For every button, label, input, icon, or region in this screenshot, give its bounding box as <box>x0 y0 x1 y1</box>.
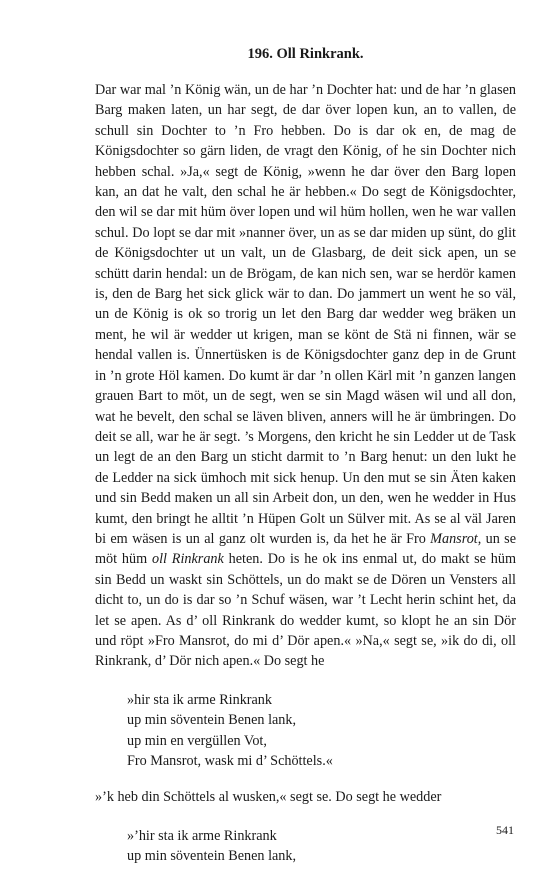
verse-line: up min söventein Benen lank, <box>127 712 297 729</box>
verse-block-2 <box>127 826 516 867</box>
paragraph-text-2: , un se möt hüm <box>95 530 516 568</box>
paragraph-text-1: Dar war mal ’n König wän, un de har ’n Dochter hat: und de har ’n glasen Barg maken laten, un har segt, de dar över lopen kun, an to vallen, de schull sin Dochter to ’n Fro hebben. Do is dar ok en, de mag de Königsdochter so gärn liden, de vragt den König, of he sin Dochter nich hebben schal. »Ja,« segt de König, »wenn he dar över den Barg lopen kan, an dat he valt, den schal he är hebben.« Do segt de Königsdochter, den wil se dar mit hüm över lopen und wil hüm hollen, wen he war vallen schul. Do lopt se dar mit »nanner över, un as se dar miden up sünt, do glit de Königsdochter ut un valt, un de Glasbarg, de deit sick apen, un se schütt darin hendal: un de Brögam, de kan nich sen, war se herdör kamen is, den de Barg het sick glick wär to dan. Do jammert un went he so väl, un de König is ok so trorig un let den Barg dar wedder weg bräken un ment, he wil är wedder ut krigen, man se könt de Stä ni finnen, wär se hendal vallen is. Ünnertüsken is de Königsdochter ganz dep in de Grunt in ’n grote Höl kamen. Do kumt är dar ’n ollen Kärl mit ’n ganzen langen grauen Bart to möt, un de segt, wen se sin Magd wäsen wil und all don, wat he bevelt, den schal se läven bliven, anners will he är ümbringen. Do deit se all, war he är segt. ’s Morgens, den kricht he sin Ledder ut de Task un legt de an den Barg un sticht darmit to ’n Barg henut: un den lukt he de Ledder na sick ümhoch mit sick henup. Un den mut se sin Äten kaken und sin Bedd maken un all sin Arbeit don, un den, wen he wedder in Hus kumt, den bringt he alltit ’n Hüpen Golt un Sülver mit. As se al väl Jaren bi em wäsen is un al ganz olt wurden is, da het he är Fro <box>95 82 516 547</box>
story-title: 196. Oll Rinkrank. <box>247 46 364 62</box>
name-mansrot: Mansrot <box>430 530 478 547</box>
paragraph-second: »’k heb din Schöttels al wusken,« segt se. Do segt he wedder <box>95 789 442 806</box>
page-number: 541 <box>496 823 514 837</box>
verse-line: Fro Mansrot, wask mi d’ Schöttels.« <box>127 753 333 769</box>
page-body <box>95 44 516 867</box>
verse-line: »hir sta ik arme Rinkrank <box>127 691 272 708</box>
verse-line: »’hir sta ik arme Rinkrank <box>127 827 277 844</box>
verse-block-1 <box>127 690 516 772</box>
paragraph-main <box>95 80 516 672</box>
paragraph-text-3: heten. Do is he ok ins enmal ut, do makt se hüm sin Bedd un waskt sin Schöttels, un do makt se de Dören un Vensters all dicht to, un do is dar so ’n Schuf wäsen, war ’t Lecht herin schint het, da let se apen. As d’ oll Rinkrank do wedder kumt, so klopt he an sin Dör und röpt »Fro Mansrot, do mi d’ Dör apen.« »Na,« segt se, »ik do di, oll Rinkrank, d’ Dör nich apen.« Do segt he <box>95 551 516 670</box>
verse-line: up min en vergüllen Vot, <box>127 732 267 749</box>
verse-line: up min söventein Benen lank, <box>127 848 297 865</box>
name-oll-rinkrank: oll Rinkrank <box>151 551 224 568</box>
